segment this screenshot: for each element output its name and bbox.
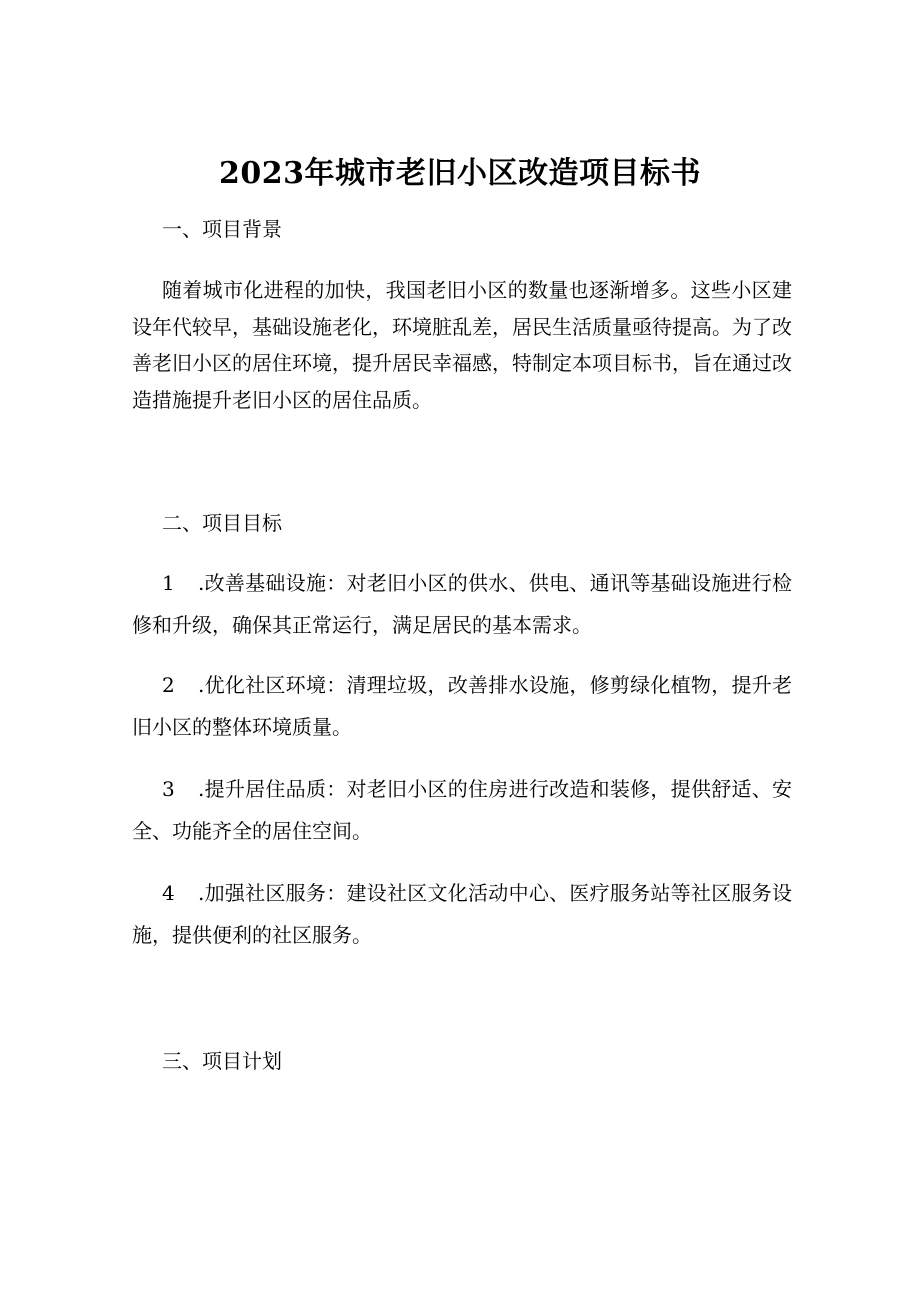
goal-item-number: 3 (162, 777, 175, 801)
goal-item-4 (132, 872, 792, 956)
background-paragraph: 随着城市化进程的加快，我国老旧小区的数量也逐渐增多。这些小区建设年代较早，基础设施老化，环境脏乱差，居民生活质量亟待提高。为了改善老旧小区的居住环境，提升居民幸福感，特制定本项目标书，旨在通过改造措施提升老旧小区的居住品质。 (132, 278, 792, 412)
goal-item-1 (132, 562, 792, 646)
goal-item-number: 4 (162, 881, 175, 905)
section-heading-plan: 三、项目计划 (162, 1049, 282, 1073)
goal-item-3 (132, 768, 792, 852)
goal-item-number: 2 (162, 673, 175, 697)
section-heading-goals: 二、项目目标 (162, 511, 282, 535)
goal-item-text: .改善基础设施：对老旧小区的供水、供电、通讯等基础设施进行检修和升级，确保其正常运行，满足居民的基本需求。 (132, 571, 792, 637)
goal-item-2 (132, 664, 792, 748)
goal-item-text: .加强社区服务：建设社区文化活动中心、医疗服务站等社区服务设施，提供便利的社区服务。 (132, 881, 792, 947)
document-title: 2023年城市老旧小区改造项目标书 (219, 156, 701, 191)
goal-item-number: 1 (162, 571, 175, 595)
section-heading-background: 一、项目背景 (162, 217, 282, 241)
goal-item-text: .提升居住品质：对老旧小区的住房进行改造和装修，提供舒适、安全、功能齐全的居住空间。 (132, 777, 792, 843)
goal-item-text: .优化社区环境：清理垃圾，改善排水设施，修剪绿化植物，提升老旧小区的整体环境质量。 (132, 673, 792, 739)
